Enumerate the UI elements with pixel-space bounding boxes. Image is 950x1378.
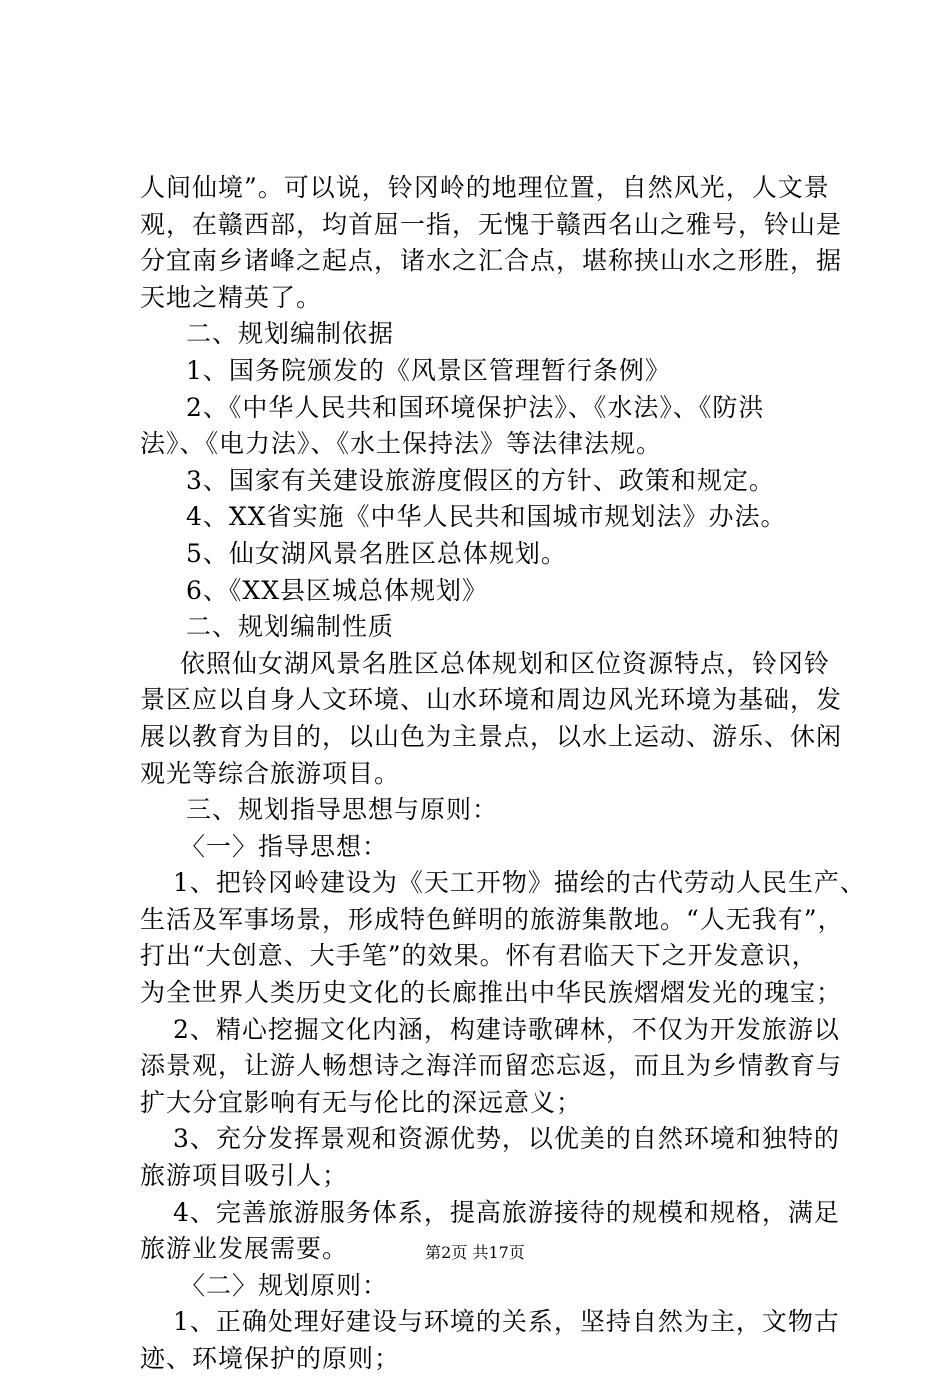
text-line: 4、XX省实施《中华人民共和国城市规划法》办法。 — [186, 502, 787, 532]
text-line: 二、规划编制性质 — [186, 612, 395, 642]
text-line: 打出“大创意、大手笔”的效果。怀有君临天下之开发意识， — [140, 941, 818, 971]
text-line: 旅游业发展需要。 — [140, 1234, 349, 1264]
text-line: 3、国家有关建设旅游度假区的方针、政策和规定。 — [186, 465, 775, 495]
text-line: 展以教育为目的，以山色为主景点，以水上运动、游乐、休闲 — [140, 721, 843, 751]
text-line: 4、完善旅游服务体系，提高旅游接待的规模和规格，满足 — [173, 1197, 840, 1227]
text-line: 〈二〉规划原则： — [180, 1270, 389, 1300]
text-line: 观光等综合旅游项目。 — [140, 758, 401, 788]
text-line: 2、《中华人民共和国环境保护法》、《水法》、《防洪 — [186, 392, 765, 422]
text-line: 分宜南乡诸峰之起点，诸水之汇合点，堪称挟山水之形胜，据 — [140, 246, 843, 276]
text-line: 1、把铃冈岭建设为《天工开物》描绘的古代劳动人民生产、 — [173, 868, 866, 898]
text-line: 扩大分宜影响有无与伦比的深远意义； — [140, 1087, 583, 1117]
text-line: 〈一〉指导思想： — [180, 831, 389, 861]
text-line: 观，在赣西部，均首屈一指，无愧于赣西名山之雅号，铃山是 — [140, 209, 843, 239]
text-line: 2、精心挖掘文化内涵，构建诗歌碑林，不仅为开发旅游以 — [173, 1014, 840, 1044]
text-line: 1、国务院颁发的《风景区管理暂行条例》 — [186, 355, 671, 385]
page-footer: 第2页 共17页 — [425, 1243, 525, 1262]
text-line: 5、仙女湖风景名胜区总体规划。 — [186, 538, 567, 568]
text-line: 三、规划指导思想与原则： — [186, 795, 499, 825]
text-line: 3、充分发挥景观和资源优势，以优美的自然环境和独特的 — [173, 1124, 840, 1154]
text-line: 为全世界人类历史文化的长廊推出中华民族熠熠发光的瑰宝； — [140, 978, 843, 1008]
text-line: 1、正确处理好建设与环境的关系，坚持自然为主，文物古 — [173, 1307, 840, 1337]
text-line: 依照仙女湖风景名胜区总体规划和区位资源特点，铃冈铃 — [180, 648, 831, 678]
text-line: 迹、环境保护的原则； — [140, 1344, 401, 1373]
text-line: 6、《XX县区城总体规划》 — [186, 575, 489, 605]
text-line: 添景观，让游人畅想诗之海洋而留恋忘返，而且为乡情教育与 — [140, 1051, 843, 1081]
text-line: 天地之精英了。 — [140, 282, 323, 312]
document-body — [140, 170, 866, 1378]
text-line: 法》、《电力法》、《水土保持法》等法律法规。 — [140, 429, 663, 459]
text-line: 生活及军事场景，形成特色鲜明的旅游集散地。“人无我有”， — [140, 904, 844, 934]
text-line: 旅游项目吸引人； — [140, 1161, 349, 1191]
text-line: 景区应以自身人文环境、山水环境和周边风光环境为基础，发 — [140, 685, 843, 715]
text-line: 人间仙境”。可以说，铃冈岭的地理位置，自然风光，人文景 — [140, 173, 830, 202]
text-line: 二、规划编制依据 — [186, 319, 395, 349]
